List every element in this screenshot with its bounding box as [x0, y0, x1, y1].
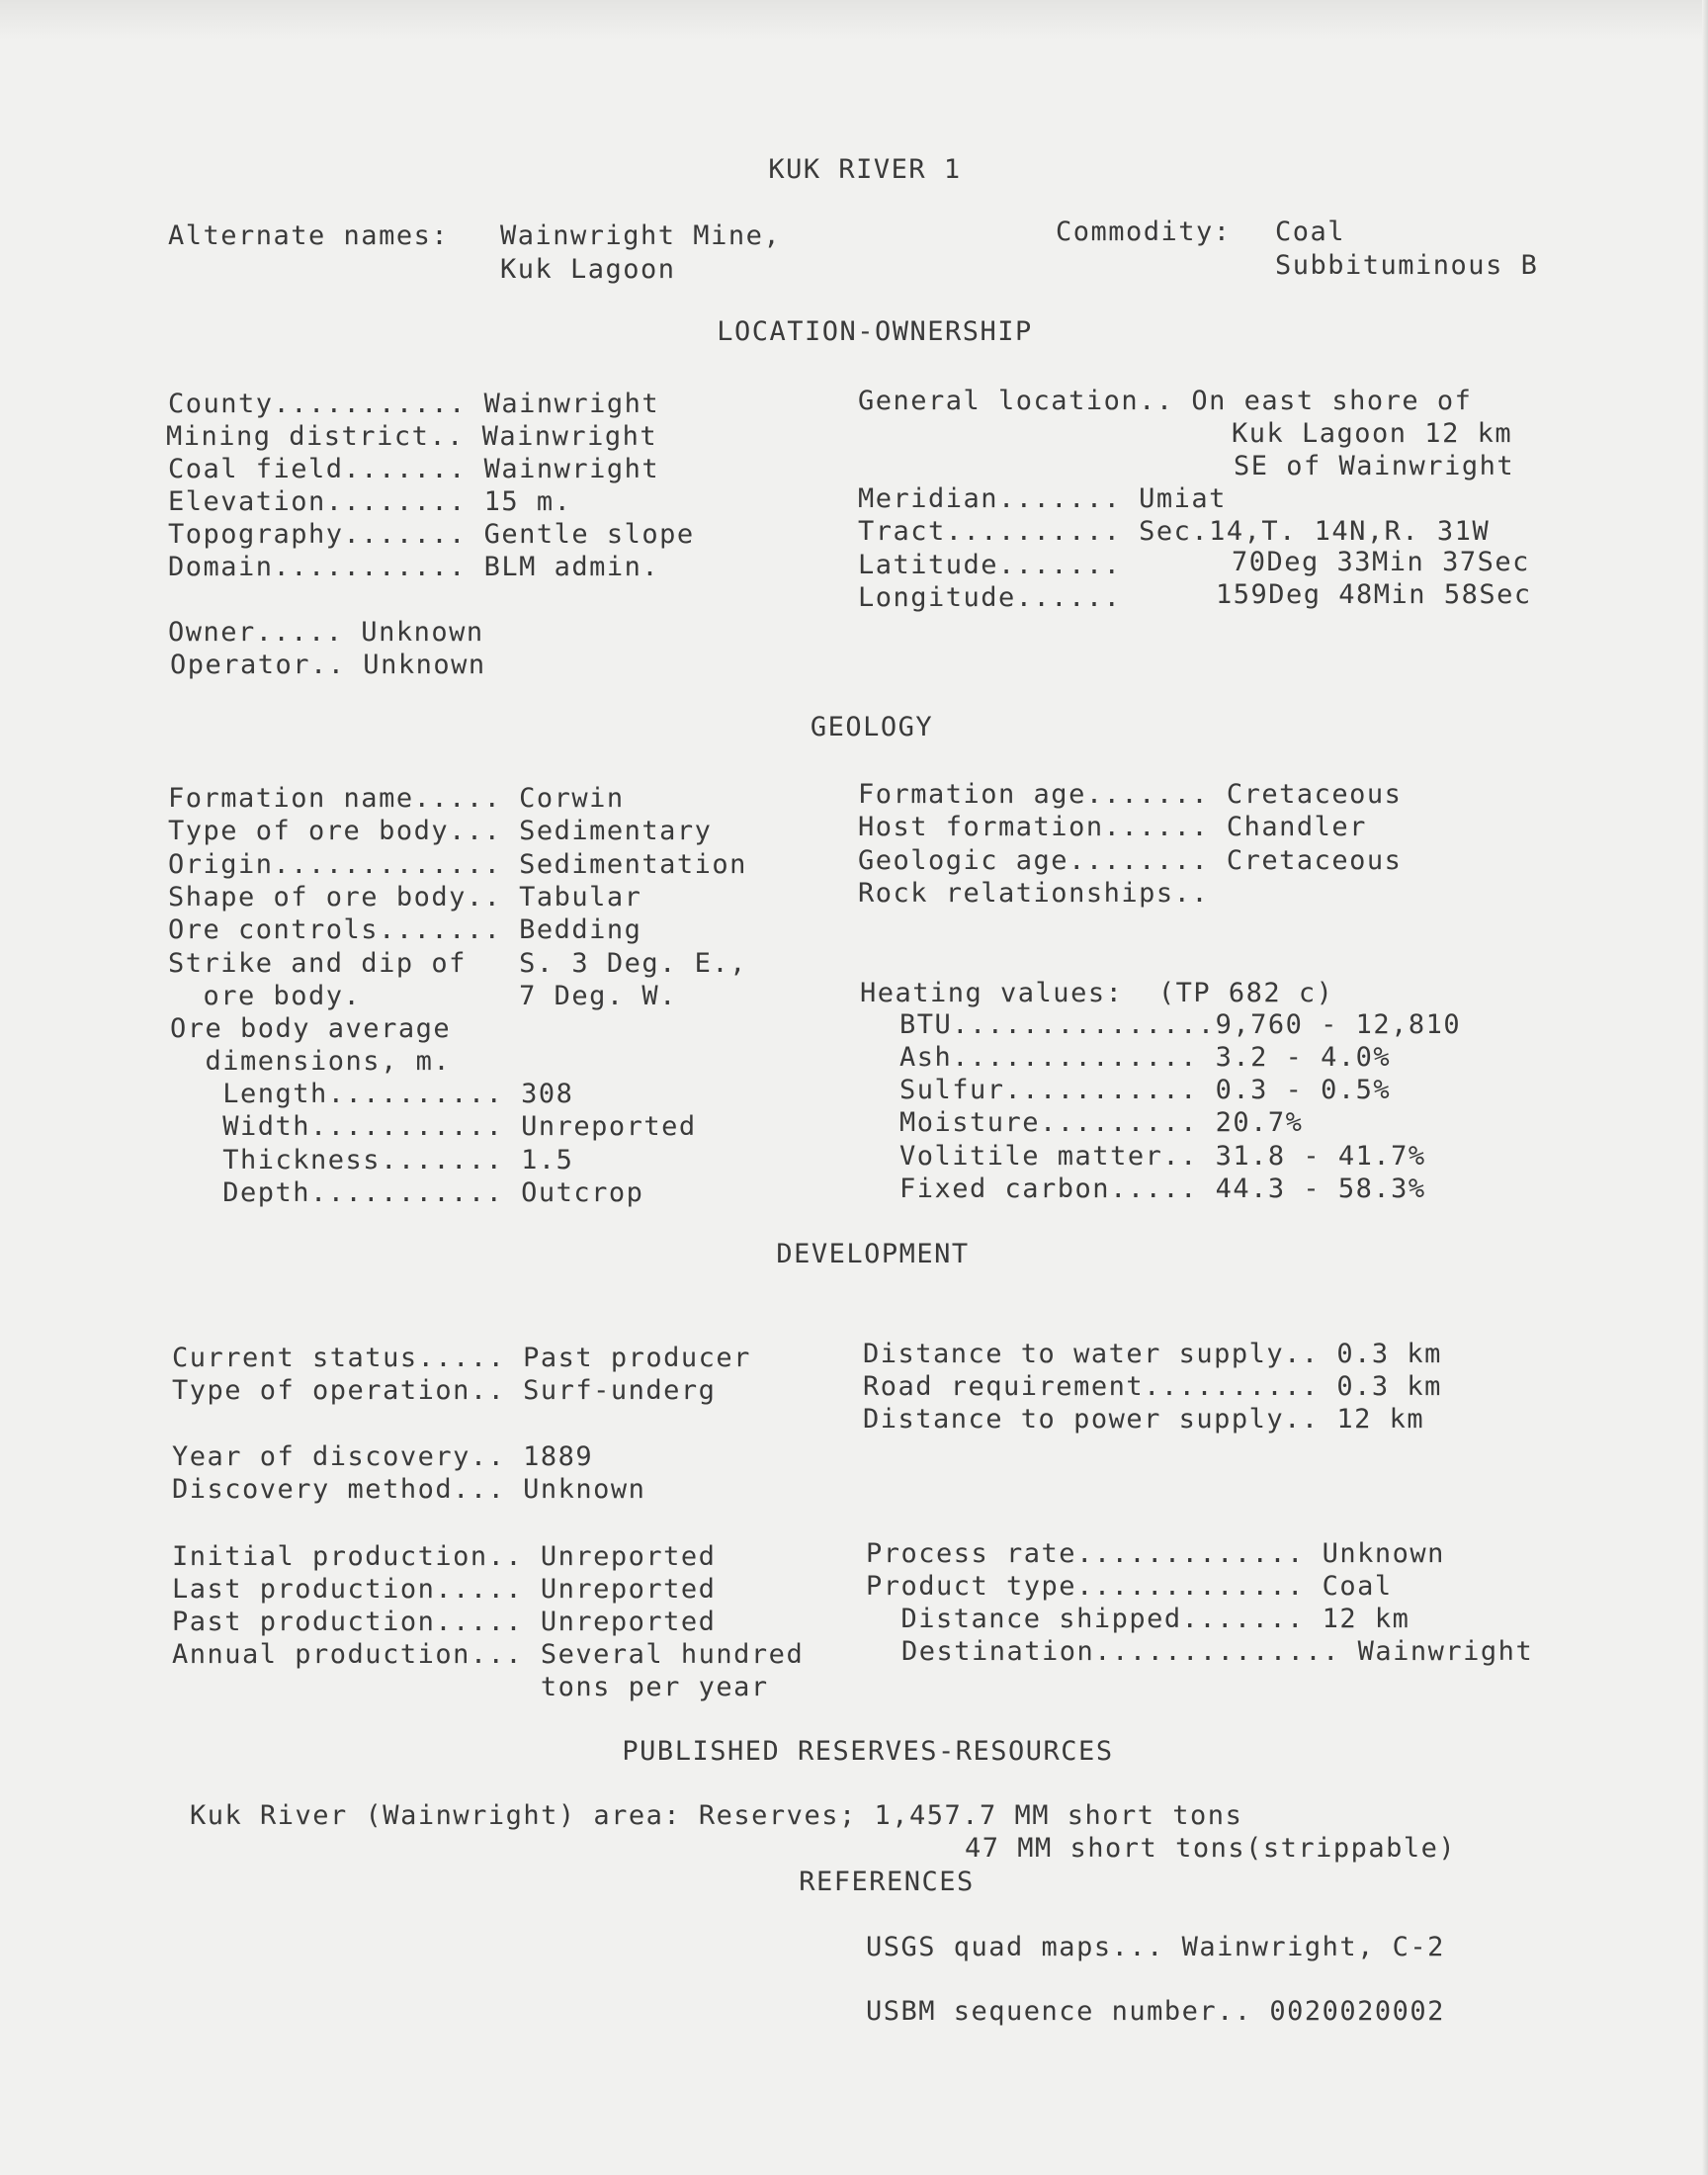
geology-row: Origin............. Sedimentation: [168, 849, 747, 880]
production-row: Past production..... Unreported: [172, 1607, 717, 1637]
geology-right-row: Formation age....... Cretaceous: [858, 779, 1403, 810]
geology-row: Depth........... Outcrop: [170, 1177, 644, 1208]
geology-row: Strike and dip of S. 3 Deg. E.,: [168, 948, 747, 979]
section-location: LOCATION-OWNERSHIP: [717, 316, 1033, 347]
commodity-2: Subbituminous B: [1275, 250, 1539, 281]
general-location-1: General location.. On east shore of: [858, 386, 1473, 416]
meridian: Meridian....... Umiat: [858, 483, 1227, 514]
section-development: DEVELOPMENT: [776, 1239, 970, 1269]
reserves-line-2: 47 MM short tons(strippable): [965, 1833, 1457, 1864]
production-row: Annual production... Several hundred: [172, 1639, 805, 1670]
heating-row: Sulfur........... 0.3 - 0.5%: [899, 1075, 1392, 1105]
section-geology: GEOLOGY: [810, 712, 934, 742]
location-row: Domain........... BLM admin.: [168, 552, 660, 582]
alt-names-2: Kuk Lagoon: [500, 254, 676, 285]
location-row: Topography....... Gentle slope: [168, 519, 695, 550]
geology-row: Ore controls....... Bedding: [168, 914, 642, 945]
latitude-label: Latitude.......: [858, 550, 1122, 580]
geology-row: Length.......... 308: [170, 1079, 574, 1109]
heating-row: Moisture......... 20.7%: [899, 1107, 1304, 1138]
longitude-value: 159Deg 48Min 58Sec: [1216, 579, 1532, 610]
geology-right-row: Rock relationships..: [858, 878, 1210, 909]
section-reserves: PUBLISHED RESERVES-RESOURCES: [622, 1736, 1114, 1767]
tract: Tract.......... Sec.14,T. 14N,R. 31W: [858, 516, 1491, 547]
heating-row: Volitile matter.. 31.8 - 41.7%: [899, 1141, 1426, 1172]
production-right-row: Destination.............. Wainwright: [901, 1636, 1534, 1667]
latitude-value: 70Deg 33Min 37Sec: [1232, 547, 1530, 577]
reference-quad-maps: USGS quad maps... Wainwright, C-2: [866, 1932, 1445, 1962]
geology-right-row: Host formation...... Chandler: [858, 812, 1367, 842]
geology-row: Ore body average: [170, 1013, 452, 1044]
geology-row: dimensions, m.: [170, 1046, 452, 1077]
heating-label: Heating values: (TP 682 c): [860, 978, 1334, 1008]
heating-row: Fixed carbon..... 44.3 - 58.3%: [899, 1174, 1426, 1204]
development-right-row: Distance to water supply.. 0.3 km: [863, 1339, 1442, 1369]
location-row: County........... Wainwright: [168, 389, 660, 419]
document-title: KUK RIVER 1: [768, 154, 962, 185]
location-row: Coal field....... Wainwright: [168, 454, 660, 484]
geology-right-row: Geologic age........ Cretaceous: [858, 845, 1403, 876]
reference-usbm-sequence: USBM sequence number.. 0020020002: [866, 1996, 1445, 2027]
geology-row: Formation name..... Corwin: [168, 783, 625, 814]
production-row: Last production..... Unreported: [172, 1574, 717, 1605]
production-row: Initial production.. Unreported: [172, 1541, 717, 1572]
development-right-row: Distance to power supply.. 12 km: [863, 1404, 1425, 1435]
general-location-2: Kuk Lagoon 12 km: [1232, 418, 1513, 449]
general-location-3: SE of Wainwright: [1234, 451, 1515, 481]
geology-row: Thickness....... 1.5: [170, 1145, 574, 1175]
scan-shading: [0, 0, 1708, 40]
production-right-row: Process rate............. Unknown: [866, 1538, 1445, 1569]
owner: Owner..... Unknown: [168, 617, 484, 648]
heating-row: Ash.............. 3.2 - 4.0%: [899, 1042, 1392, 1073]
development-right-row: Road requirement.......... 0.3 km: [863, 1371, 1442, 1402]
alt-names-label: Alternate names:: [168, 220, 450, 251]
discovery-row: Year of discovery.. 1889: [172, 1441, 594, 1472]
commodity-1: Coal: [1275, 217, 1346, 247]
discovery-row: Discovery method... Unknown: [172, 1474, 646, 1505]
production-right-row: Product type............. Coal: [866, 1571, 1393, 1602]
geology-row: Width........... Unreported: [170, 1111, 697, 1142]
longitude-label: Longitude......: [858, 582, 1122, 613]
production-right-row: Distance shipped....... 12 km: [866, 1604, 1410, 1634]
geology-row: ore body. 7 Deg. W.: [168, 981, 677, 1011]
location-row: Elevation........ 15 m.: [168, 486, 572, 517]
commodity-label: Commodity:: [1056, 217, 1232, 247]
geology-row: Shape of ore body.. Tabular: [168, 882, 642, 913]
reserves-line-1: Kuk River (Wainwright) area: Reserves; 1,457.7 MM short tons: [190, 1800, 1243, 1831]
geology-row: Type of ore body... Sedimentary: [168, 816, 713, 846]
operator: Operator.. Unknown: [170, 650, 486, 680]
section-references: REFERENCES: [799, 1867, 975, 1897]
production-row: tons per year: [172, 1672, 769, 1702]
heating-row: BTU...............9,760 - 12,810: [899, 1009, 1462, 1040]
development-row: Current status..... Past producer: [172, 1343, 751, 1373]
alt-names-1: Wainwright Mine,: [500, 220, 782, 251]
development-row: Type of operation.. Surf-underg: [172, 1375, 717, 1406]
location-row: Mining district.. Wainwright: [166, 421, 658, 452]
